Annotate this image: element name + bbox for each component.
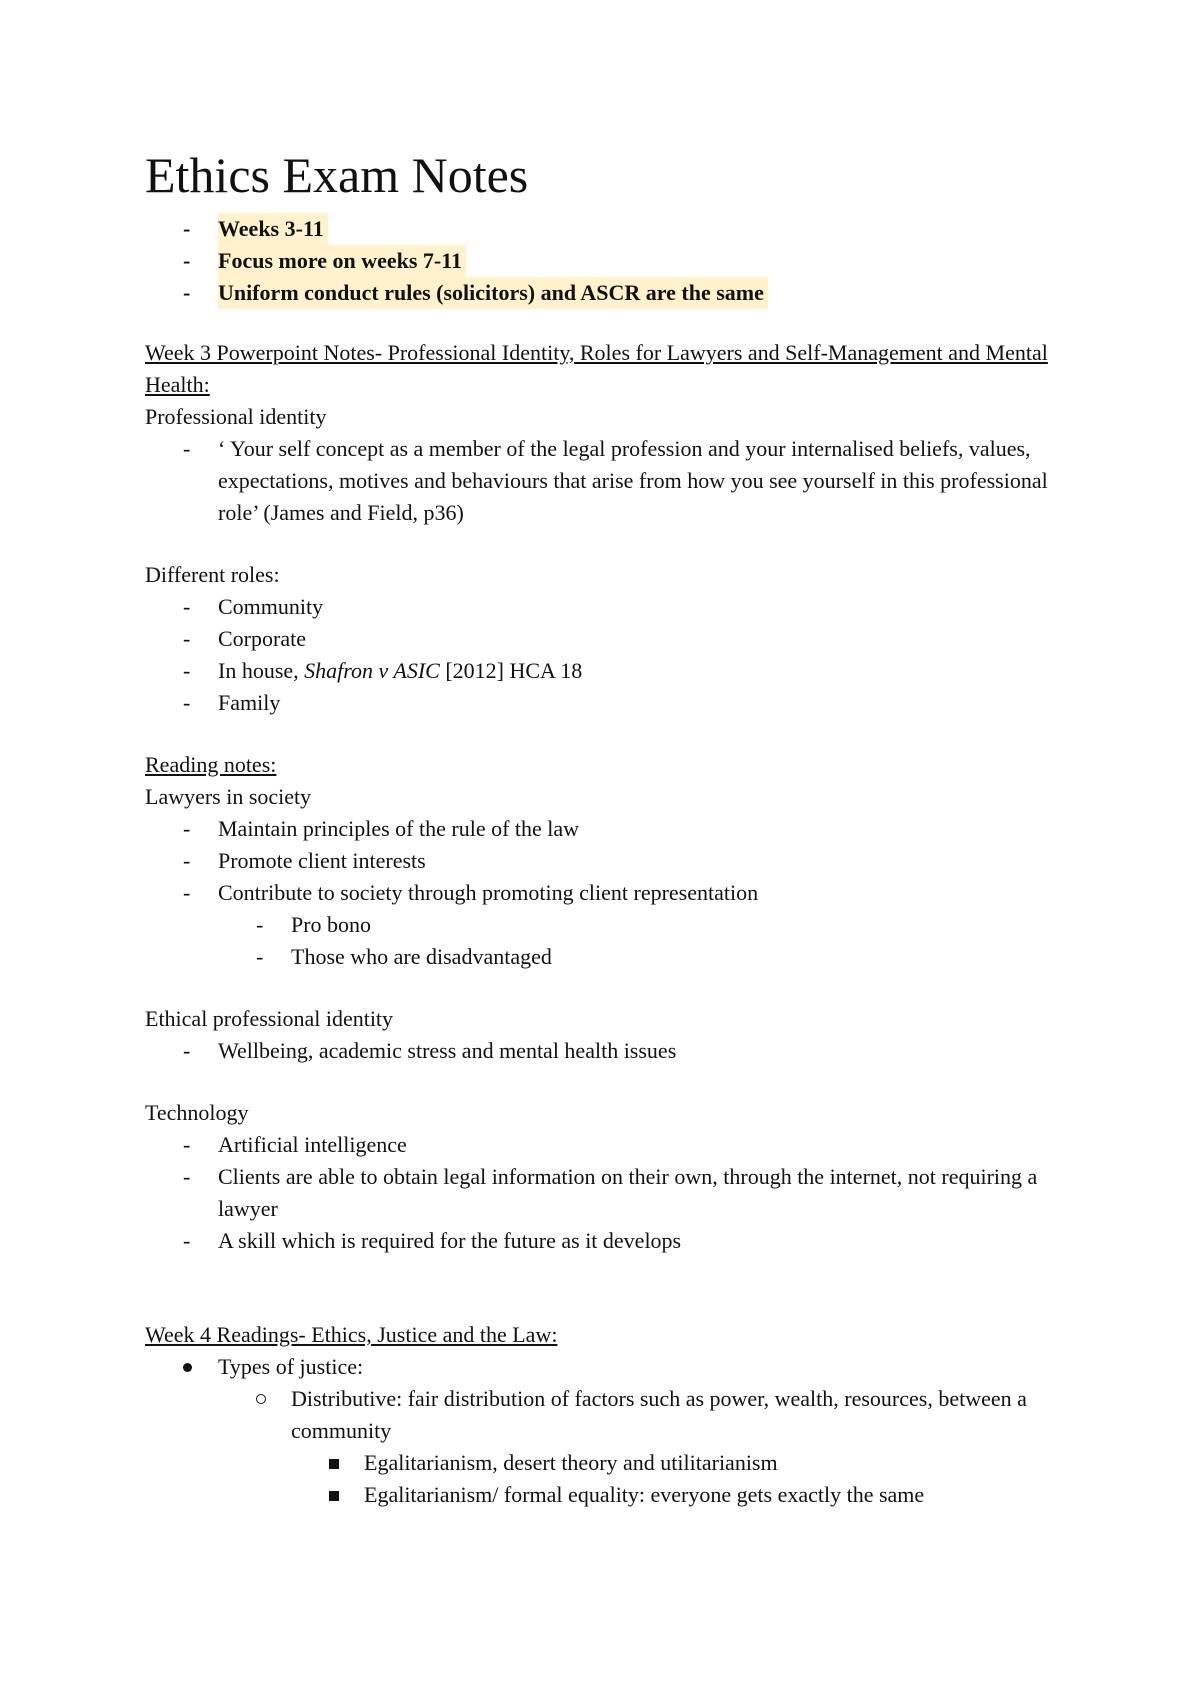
list-item: - Pro bono — [145, 909, 1060, 941]
week3-heading: Week 3 Powerpoint Notes- Professional Identity, Roles for Lawyers and Self-Management and Mental Health: — [145, 340, 1048, 397]
week4-list — [145, 1351, 1060, 1383]
highlight-text: Weeks 3-11 — [218, 213, 328, 245]
highlight-text: Uniform conduct rules (solicitors) and ASCR are the same — [218, 277, 768, 309]
technology-label: Technology — [145, 1100, 249, 1125]
bullet-dot-icon — [183, 1363, 192, 1372]
list-item: - Corporate — [145, 623, 1060, 655]
list-item — [145, 1383, 1060, 1447]
highlight-list — [145, 213, 1060, 309]
list-item — [145, 1479, 1060, 1511]
list-item: - Community — [145, 591, 1060, 623]
different-roles-list — [145, 591, 1060, 719]
in-house-prefix: In house, — [218, 658, 305, 683]
case-name: Shafron v ASIC — [304, 658, 440, 683]
professional-identity-list — [145, 433, 1060, 529]
list-item-text: Egalitarianism, desert theory and utilitarianism — [364, 1450, 778, 1475]
highlight-item — [145, 213, 1060, 245]
highlight-text: Focus more on weeks 7-11 — [218, 245, 466, 277]
list-item — [145, 1351, 1060, 1383]
bullet-circle-icon — [256, 1394, 266, 1404]
list-item: - Promote client interests — [145, 845, 1060, 877]
week4-sublist — [145, 1383, 1060, 1447]
different-roles-label: Different roles: — [145, 562, 280, 587]
list-item-text: Egalitarianism/ formal equality: everyone gets exactly the same — [364, 1482, 925, 1507]
document-page — [145, 145, 1060, 1511]
list-item: - Family — [145, 687, 1060, 719]
lawyers-in-society-list — [145, 813, 1060, 909]
list-item: - A skill which is required for the future as it develops — [145, 1225, 1060, 1257]
list-item — [145, 655, 1060, 687]
highlight-item — [145, 277, 1060, 309]
list-item — [145, 1447, 1060, 1479]
week4-heading: Week 4 Readings- Ethics, Justice and the Law: — [145, 1322, 558, 1347]
list-item: - Contribute to society through promoting client representation — [145, 877, 1060, 909]
list-item-text: Distributive: fair distribution of factors such as power, wealth, resources, between a community — [291, 1386, 1027, 1443]
case-citation: [2012] HCA 18 — [439, 658, 583, 683]
document-title: Ethics Exam Notes — [145, 147, 529, 203]
list-item: - ‘ Your self concept as a member of the legal profession and your internalised beliefs, values, expectations, motives and behaviours that arise from how you see yourself in this professional role’ (James and Field, p36) — [145, 433, 1060, 529]
list-item: - Artificial intelligence — [145, 1129, 1060, 1161]
bullet-square-icon — [329, 1459, 339, 1469]
highlight-item — [145, 245, 1060, 277]
professional-identity-label: Professional identity — [145, 404, 327, 429]
lawyers-in-society-label: Lawyers in society — [145, 784, 312, 809]
ethical-identity-list — [145, 1035, 1060, 1067]
list-item: - Wellbeing, academic stress and mental health issues — [145, 1035, 1060, 1067]
list-item: - Maintain principles of the rule of the law — [145, 813, 1060, 845]
lawyers-in-society-sublist — [145, 909, 1060, 973]
list-item: - Clients are able to obtain legal information on their own, through the internet, not requiring a lawyer — [145, 1161, 1060, 1225]
ethical-identity-label: Ethical professional identity — [145, 1006, 394, 1031]
list-item-text: Types of justice: — [218, 1354, 364, 1379]
list-item: - Those who are disadvantaged — [145, 941, 1060, 973]
bullet-square-icon — [329, 1491, 339, 1501]
reading-notes-heading: Reading notes: — [145, 752, 277, 777]
week4-subsublist — [145, 1447, 1060, 1511]
technology-list — [145, 1129, 1060, 1257]
